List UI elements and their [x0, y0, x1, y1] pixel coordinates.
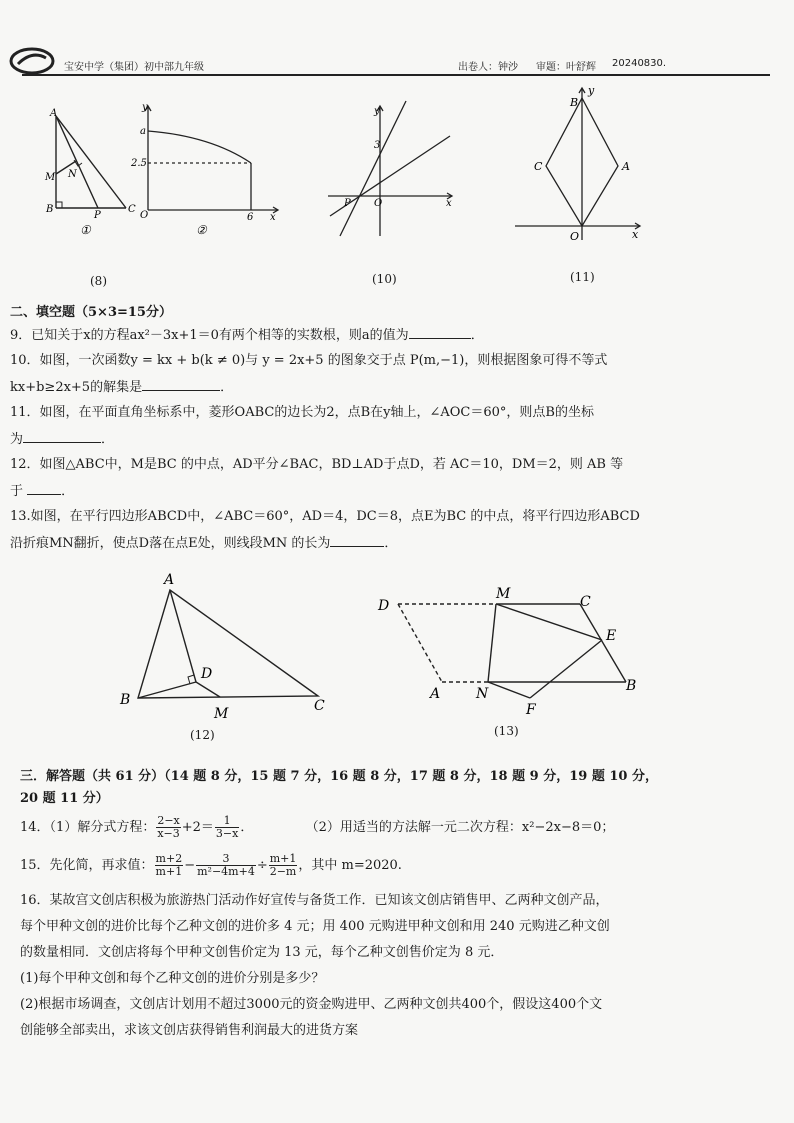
q11-end: ． — [101, 432, 115, 447]
fig13-label-C: C — [580, 594, 591, 610]
section3-title-line2: 20 题 11 分） — [20, 791, 109, 806]
q10-end: ． — [220, 380, 234, 395]
q13-answer-blank[interactable] — [330, 534, 384, 547]
fig12-triangle — [138, 590, 318, 698]
q13-text2: 沿折痕MN翻折，使点D落在点E处，则线段MN 的长为 — [10, 536, 331, 551]
q14-part2: （2）用适当的方法解一元二次方程：x²−2x−8＝0； — [305, 820, 615, 835]
fig11-label-C: C — [534, 160, 543, 173]
q11-text2: 为 — [10, 432, 24, 447]
q10-text2: kx+b≥2x+5的解集是 — [10, 380, 143, 395]
q10-answer-blank[interactable] — [142, 378, 220, 391]
q15-fraction-1: $\frac{m+2}{m+1}$ — [155, 852, 183, 878]
fig12-label-B: B — [120, 692, 131, 708]
fig12-label-M: M — [214, 706, 229, 722]
fig10-label-y: y — [374, 106, 380, 117]
q14-prefix: 14．（1）解分式方程： — [20, 820, 156, 835]
q14-mid: +2＝ — [181, 820, 214, 835]
q16-line3: 的数量相同．文创店将每个甲种文创售价定为 13 元，每个乙种文创售价定为 8 元． — [20, 945, 504, 960]
fig8-label-C: C — [128, 204, 136, 215]
fig12-label-C: C — [314, 698, 325, 714]
fig8-axis-y: y — [142, 102, 148, 113]
q16-line2: 每个甲种文创的进价比每个乙种文创的进价多 4 元；用 400 元购进甲种文创和用 240 元购进乙种文创 — [20, 919, 610, 934]
fig8-axis-value: 2.5 — [131, 158, 147, 169]
fig13-label-N: N — [476, 686, 489, 702]
fig8-axis-x: x — [270, 212, 276, 223]
fig8-axis-origin: O — [140, 210, 149, 221]
fig8-graph — [145, 106, 278, 213]
section3-title-line1: 三．解答题（共 61 分）（14 题 8 分，15 题 7 分，16 题 8 分，17 题 8 分，18 题 9 分，19 题 10 分， — [20, 769, 658, 784]
q11-line2 — [10, 430, 790, 449]
header-date: 20240830. — [612, 58, 667, 69]
header-reviewer: 审题：叶舒辉 — [536, 62, 596, 73]
figure-11 — [510, 80, 650, 250]
fig8-label-N: N — [68, 169, 77, 180]
q14-line — [20, 814, 794, 842]
q15-op2: ÷ — [256, 858, 268, 873]
q15-end: ，其中 m=2020. — [298, 858, 402, 873]
fig12-label-A: A — [164, 572, 175, 588]
q9-line — [10, 326, 790, 345]
header-school: 宝安中学（集团）初中部九年级 — [64, 62, 204, 73]
fig11-label-B: B — [570, 96, 579, 109]
figure-8 — [36, 98, 286, 238]
fig8-caption: (8) — [90, 274, 107, 288]
q12-answer-blank[interactable] — [27, 482, 61, 495]
fig13-label-B: B — [626, 678, 637, 694]
q9-end: ． — [470, 328, 484, 343]
fig8-triangle — [56, 116, 126, 208]
fig11-label-O: O — [570, 230, 580, 243]
fig10-label-x: x — [446, 198, 452, 209]
fig11-label-A: A — [622, 160, 630, 173]
q12-line2 — [10, 482, 790, 501]
q13-line2 — [10, 534, 790, 553]
q12-text2: 于 — [10, 484, 24, 499]
q9-answer-blank[interactable] — [409, 326, 471, 339]
q14-fraction-2: $\frac{1}{3-x}$ — [215, 814, 239, 840]
q14-fraction-1: $\frac{2-x}{x-3}$ — [157, 814, 180, 840]
section2-title: 二、填空题（5×3=15分） — [10, 305, 172, 320]
q14-end: ． — [240, 820, 254, 835]
q16-sub2-line1: (2)根据市场调查，文创店计划用不超过3000元的资金购进甲、乙两种文创共400个，假设这400个文 — [20, 997, 603, 1012]
q10-line2 — [10, 378, 790, 397]
fig8-sub1-label: ① — [80, 223, 91, 237]
fig13-label-F: F — [526, 702, 536, 718]
fig8-label-B: B — [46, 204, 54, 215]
q13-end: ． — [384, 536, 398, 551]
q16-line1: 16．某故宫文创店积极为旅游热门活动作好宣传与备货工作．已知该文创店销售甲、乙两种文创产品， — [20, 893, 609, 908]
q11-line1: 11．如图，在平面直角坐标系中，菱形OABC的边长为2，点B在y轴上，∠AOC＝60°，则点B的坐标 — [10, 405, 594, 420]
fig13-label-A: A — [430, 686, 441, 702]
fig10-label-3: 3 — [374, 140, 381, 151]
q13-line1: 13.如图，在平行四边形ABCD中，∠ABC＝60°，AD＝4，DC＝8，点E为BC 的中点，将平行四边形ABCD — [10, 509, 640, 524]
q15-line — [20, 852, 794, 880]
fig13-label-M: M — [496, 586, 511, 602]
fig8-label-A: A — [50, 108, 58, 119]
fig13-caption: (13) — [494, 724, 519, 738]
header-author: 出卷人：钟沙 — [458, 62, 518, 73]
fig10-line-steep — [340, 101, 406, 236]
fig8-axis-xvalue: 6 — [247, 212, 254, 223]
school-logo — [8, 46, 56, 76]
q12-line1: 12．如图△ABC中，M是BC 的中点，AD平分∠BAC，BD⊥AD于点D，若 AC＝10，DM＝2，则 AB 等 — [10, 457, 624, 472]
fig8-sub2-label: ② — [196, 223, 207, 237]
fig8-label-M: M — [45, 172, 56, 183]
figure-12 — [112, 568, 342, 728]
fig13-fold-MN — [488, 604, 496, 682]
figure-10 — [320, 96, 460, 246]
fig10-label-P: P — [344, 198, 351, 209]
q15-prefix: 15．先化简，再求值： — [20, 858, 154, 873]
fig10-label-O: O — [374, 198, 383, 209]
q15-fraction-3: $\frac{m+1}{2-m}$ — [269, 852, 297, 878]
q16-sub2-line2: 创能够全部卖出，求该文创店获得销售利润最大的进货方案 — [20, 1023, 359, 1038]
fig8-label-P: P — [94, 210, 101, 221]
fig10-caption: (10) — [372, 272, 397, 286]
fig11-label-x: x — [632, 228, 639, 241]
fig8-axis-a: a — [140, 126, 146, 137]
fig11-label-y: y — [588, 84, 595, 97]
q15-fraction-2: $\frac{3}{\text{m²−4m+4}}$ — [197, 852, 255, 878]
fig13-label-D: D — [378, 598, 390, 614]
q11-answer-blank[interactable] — [23, 430, 101, 443]
fig13-label-E: E — [606, 628, 617, 644]
header-rule — [22, 74, 770, 76]
fig12-label-D: D — [201, 666, 213, 682]
q9-text: 9．已知关于x的方程ax²－3x+1＝0有两个相等的实数根，则a的值为 — [10, 328, 409, 343]
q15-op1: − — [184, 858, 196, 873]
figure-13 — [370, 580, 660, 720]
q10-line1: 10．如图，一次函数y = kx + b(k ≠ 0)与 y = 2x+5 的图象交于点 P(m,−1)，则根据图象可得不等式 — [10, 353, 608, 368]
q12-end: ． — [61, 484, 75, 499]
fig12-caption: (12) — [190, 728, 215, 742]
fig11-caption: (11) — [570, 270, 595, 284]
q16-sub1: (1)每个甲种文创和每个乙种文创的进价分别是多少？ — [20, 971, 325, 986]
